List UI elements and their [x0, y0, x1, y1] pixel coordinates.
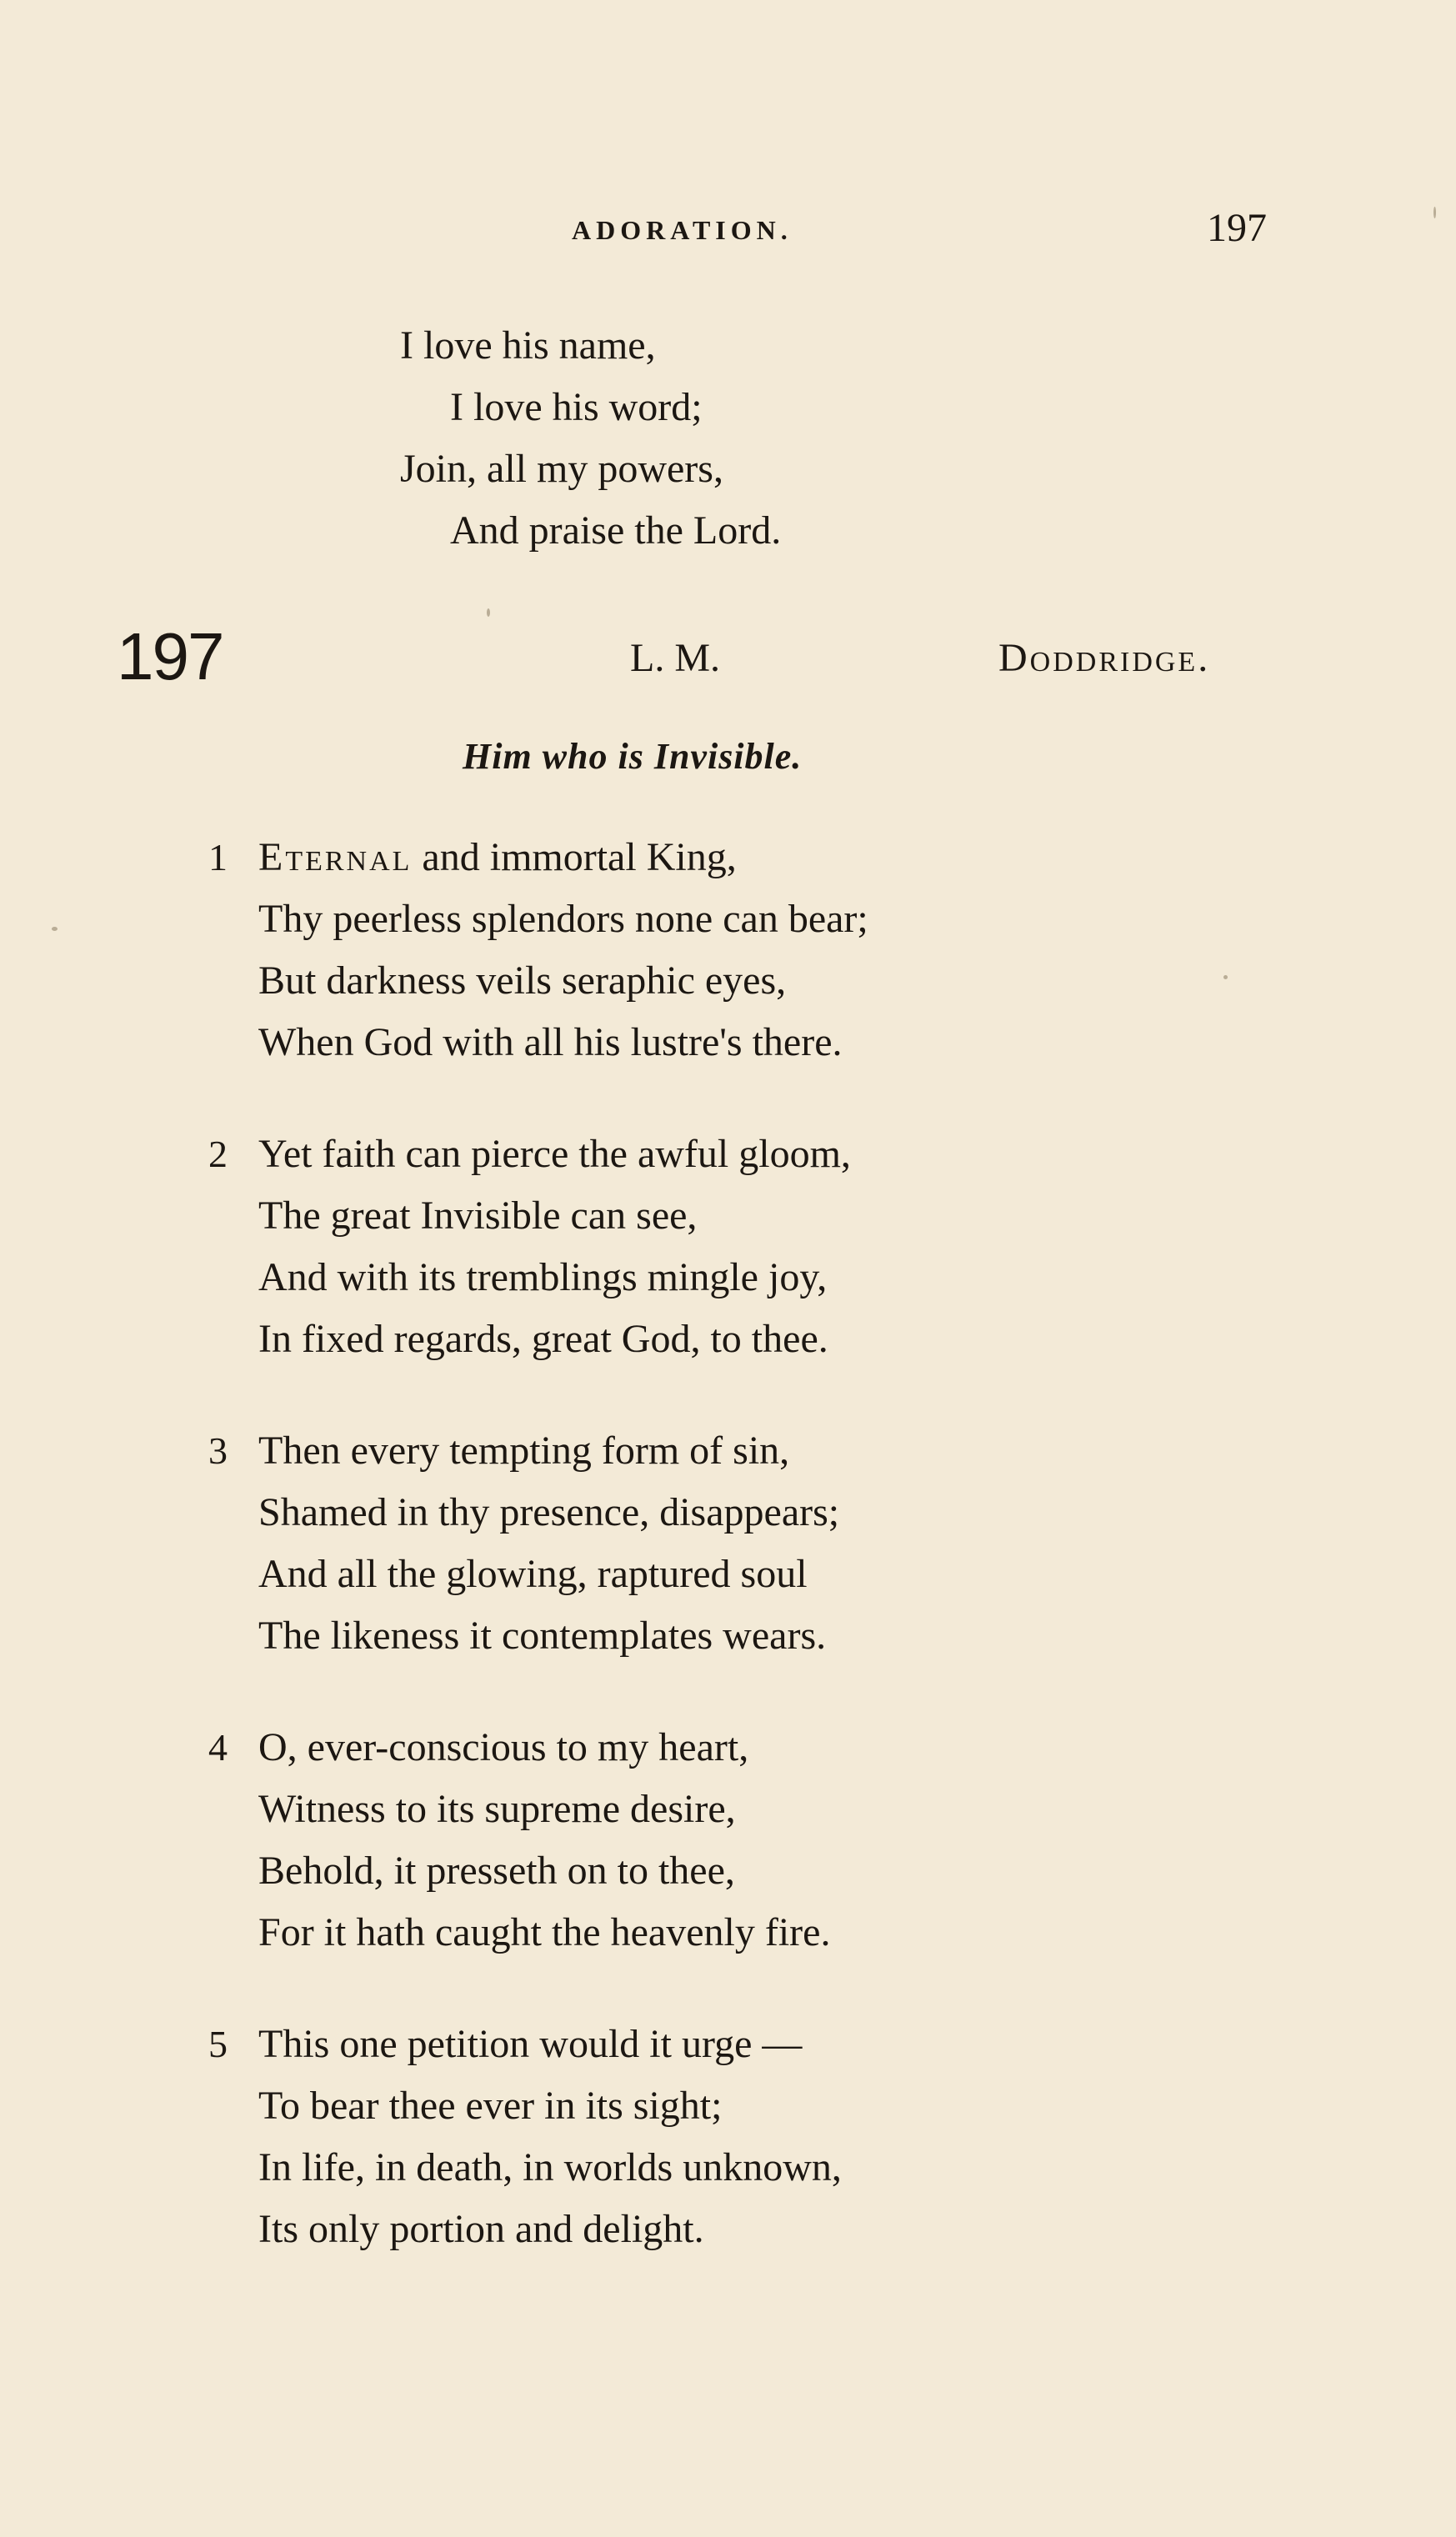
verse-line: For it hath caught the heavenly fire. [258, 1910, 831, 1954]
verse-line: Thy peerless splendors none can bear; [258, 897, 868, 941]
verse-lines [258, 1420, 839, 1667]
page-number: 197 [1207, 206, 1267, 250]
verse-line: And with its tremblings mingle joy, [258, 1255, 828, 1299]
hymn-number: 197 [117, 619, 223, 693]
hymn-verses [0, 827, 1456, 2310]
paper-speck [1433, 207, 1436, 218]
verse [0, 827, 1456, 1123]
verse-line: And all the glowing, raptured soul [258, 1552, 808, 1596]
verse-line: Shamed in thy presence, disappears; [258, 1490, 840, 1534]
verse-line: To bear thee ever in its sight; [258, 2084, 723, 2128]
verse-line: Yet faith can pierce the awful gloom, [258, 1132, 851, 1176]
verse-first-line-rest: and immortal King, [412, 835, 737, 879]
verse-line: Witness to its supreme desire, [258, 1787, 736, 1831]
verse-line: In life, in death, in worlds unknown, [258, 2145, 842, 2189]
verse [0, 2014, 1456, 2310]
verse-first-word: Eternal [258, 835, 413, 879]
verse-line [258, 827, 868, 888]
trailing-stanza [400, 315, 781, 562]
verse-number: 2 [208, 1133, 228, 1175]
verse-line: O, ever-conscious to my heart, [258, 1725, 749, 1769]
verse-line: This one petition would it urge — [258, 2022, 803, 2066]
verse-line: When God with all his lustre's there. [258, 1020, 843, 1064]
running-title: ADORATION. [572, 215, 793, 245]
paper-speck [1223, 975, 1228, 979]
paper-speck [487, 608, 490, 617]
verse-line: In fixed regards, great God, to thee. [258, 1317, 828, 1361]
verse-lines [258, 1717, 830, 1964]
verse-number: 1 [208, 836, 228, 878]
verse-lines [258, 2014, 842, 2260]
verse-line: But darkness veils seraphic eyes, [258, 958, 787, 1003]
verse-number: 4 [208, 1726, 228, 1769]
hymn-meter: L. M. [630, 636, 720, 680]
verse [0, 1420, 1456, 1717]
hymn-subtitle: Him who is Invisible. [463, 736, 803, 777]
verse-number: 3 [208, 1429, 228, 1472]
paper-speck [52, 927, 58, 931]
verse-line: The likeness it contemplates wears. [258, 1614, 827, 1658]
verse [0, 1717, 1456, 2014]
hymn-author: Doddridge. [998, 636, 1211, 680]
verse-lines [258, 1123, 851, 1370]
verse-line: Its only portion and delight. [258, 2207, 704, 2251]
verse-line: Then every tempting form of sin, [258, 1429, 790, 1473]
stanza-line: And praise the Lord. [450, 508, 782, 553]
stanza-line: I love his word; [450, 385, 703, 429]
verse [0, 1123, 1456, 1420]
verse-line: Behold, it presseth on to thee, [258, 1849, 735, 1893]
verse-lines [258, 827, 868, 1073]
verse-number: 5 [208, 2023, 228, 2065]
stanza-line: Join, all my powers, [400, 447, 723, 491]
stanza-line: I love his name, [400, 323, 656, 368]
verse-line: The great Invisible can see, [258, 1193, 698, 1238]
